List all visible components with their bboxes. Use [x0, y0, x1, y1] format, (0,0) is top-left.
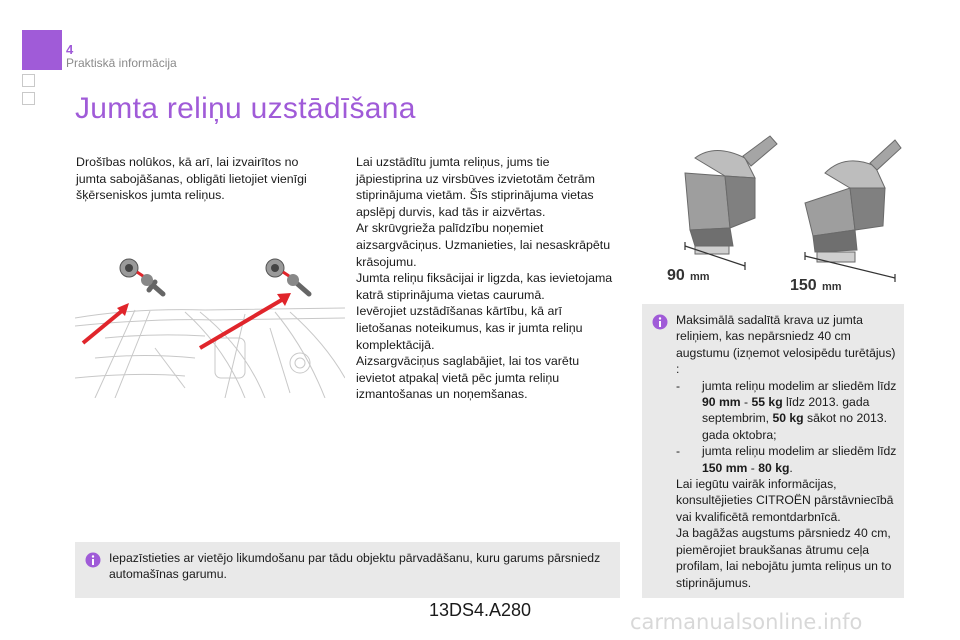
load-info-text	[676, 312, 900, 591]
legislation-info-box	[75, 542, 620, 598]
instruction-paragraph: Lai uzstādītu jumta reliņus, jums tie jāpiestiprina uz virsbūves izvietotām četrām stiprinājuma vietām. Šīs stiprinājuma vietas apslēpj durvis, kad tās ir aizvērtas.	[356, 155, 595, 219]
svg-text:mm: mm	[690, 271, 710, 283]
section-title: Praktiskā informācija	[66, 56, 177, 70]
arrow-left	[83, 310, 123, 343]
page-number: 4	[66, 42, 74, 57]
load-outro-speed: Ja bagāžas augstums pārsniedz 40 cm, piemērojiet braukšanas ātrumu ceļa profilam, lai nebojātu jumta reliņus un to stiprinājumus.	[676, 526, 892, 590]
svg-text:mm: mm	[822, 281, 842, 293]
instruction-paragraph: Jumta reliņu fiksācijai ir ligzda, kas ievietojama katrā stiprinājuma vietas caurumā.	[356, 271, 613, 302]
car-door-illustration	[75, 248, 345, 398]
document-code: 13DS4.A280	[428, 600, 532, 620]
instruction-paragraph: Aizsargvāciņus saglabājiet, lai tos varētu ievietot atpakaļ vietā pēc jumta reliņu izmantošanas un noņemšanas.	[356, 354, 580, 402]
page-title: Jumta reliņu uzstādīšana	[75, 92, 416, 125]
roof-rack-illustration	[655, 118, 910, 293]
chapter-tab	[22, 30, 62, 70]
watermark: carmanualsonline.info	[630, 610, 863, 634]
rack-label-90: 90	[667, 267, 685, 284]
load-info-box	[642, 304, 904, 598]
load-intro: Maksimālā sadalītā krava uz jumta reliņiem, kas nepārsniedz 40 cm augstumu (izņemot velosipēdu turētājus) :	[676, 313, 896, 377]
side-marker-box	[22, 74, 35, 87]
instruction-paragraph: Ievērojiet uzstādīšanas kārtību, kā arī lietošanas noteikumus, kas ir jumta reliņu komplektācijā.	[356, 304, 583, 352]
legislation-info-text: Iepazīstieties ar vietējo likumdošanu par tādu objektu pārvadāšanu, kuru garums pārsniedz automašīnas garumu.	[109, 551, 601, 582]
rack-label-150: 150	[790, 277, 817, 293]
installation-instructions	[356, 154, 618, 403]
load-outro-contact: Lai iegūtu vairāk informācijas, konsultējieties CITROËN pārstāvniecībā vai kvalificētā remontdarbnīcā.	[676, 477, 894, 524]
load-item-150: - jumta reliņu modelim ar sliedēm līdz 150 mm - 80 kg.	[676, 444, 897, 475]
load-item-90: - jumta reliņu modelim ar sliedēm līdz 90 mm - 55 kg līdz 2013. gada septembrim, 50 kg sākot no 2013. gada oktobra;	[676, 378, 897, 442]
side-marker-box	[22, 92, 35, 105]
info-icon	[85, 552, 101, 568]
instruction-paragraph: Ar skrūvgrieža palīdzību noņemiet aizsargvāciņus. Uzmanieties, lai nesaskrāpētu krāsojumu.	[356, 221, 611, 269]
info-icon	[652, 314, 668, 330]
safety-paragraph: Drošības nolūkos, kā arī, lai izvairītos no jumta sabojāšanas, obligāti lietojiet vienīgi šķērseniskos jumta reliņus.	[76, 155, 307, 203]
